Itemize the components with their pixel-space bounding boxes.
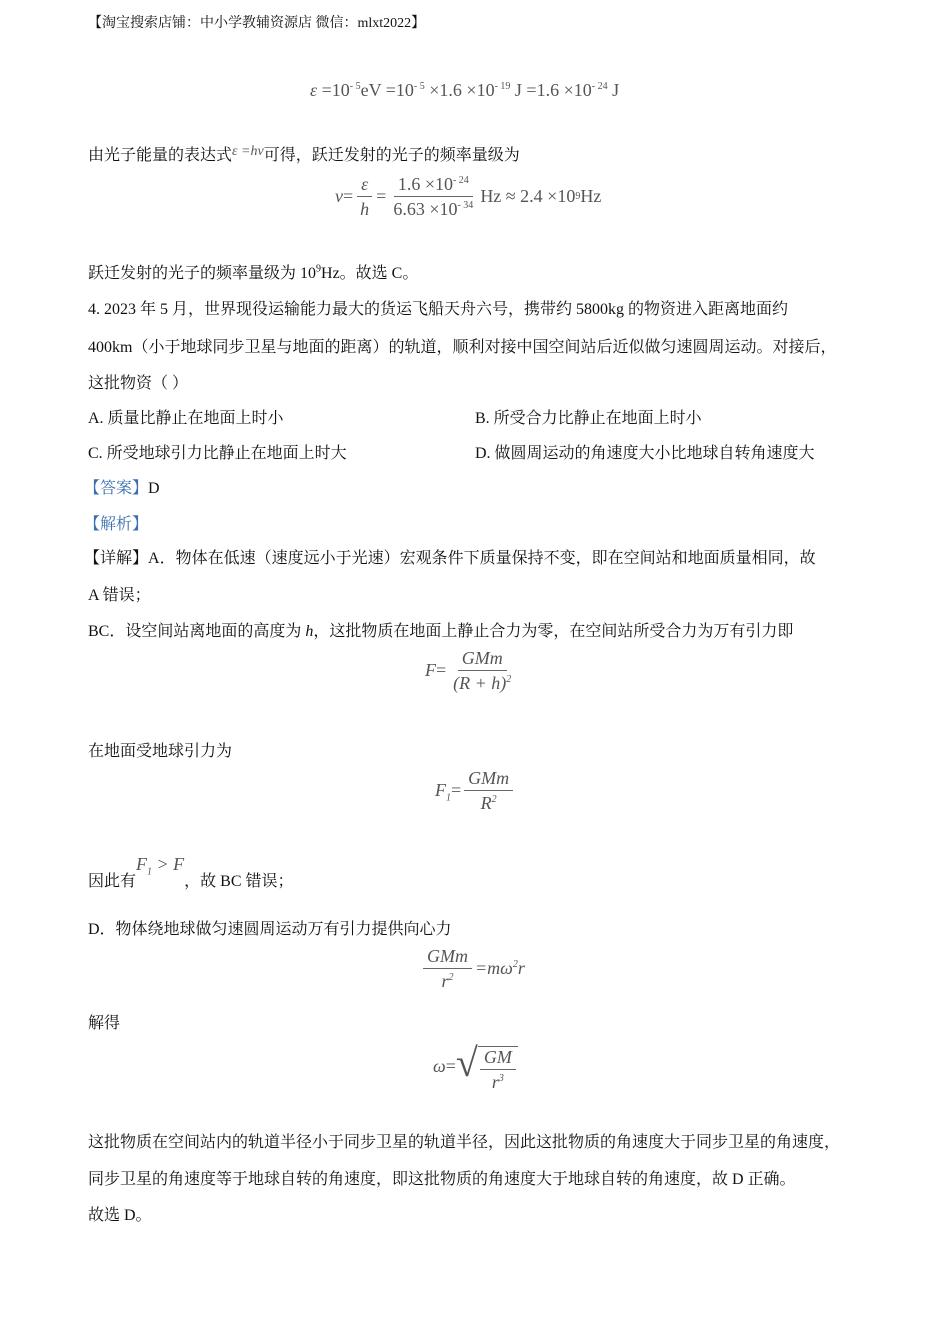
eq2-equals: =: [343, 186, 354, 206]
eq1-part5: J: [607, 80, 620, 100]
detail-line-2: A 错误；: [88, 587, 151, 604]
eq3-den-exp: 2: [506, 674, 512, 685]
equation-energy: [310, 80, 619, 101]
photon-expression-line: [88, 142, 520, 165]
eq2-equals-2: =: [376, 186, 387, 206]
photon-line-before: 由光子能量的表达式: [88, 147, 233, 164]
eq2-frac2-den: 6.63 ×10: [393, 199, 458, 219]
answer-tag: 【答案】: [84, 480, 149, 497]
eq2-frac2-num: 1.6 ×10: [397, 174, 453, 194]
eq1-part2: eV =10: [360, 80, 414, 100]
therefore-f: F: [136, 854, 148, 874]
photon-line-after: 可得，跃迁发射的光子的频率量级为: [263, 147, 520, 164]
therefore-rest: > F: [152, 854, 185, 874]
answer-value: D: [148, 480, 160, 497]
conclusion-before: 跃迁发射的光子的频率量级为 10: [88, 265, 317, 282]
ground-gravity-line: 在地面受地球引力为: [88, 743, 233, 760]
analysis-tag: 【解析】: [84, 516, 149, 533]
eq1-exp3: - 19: [494, 81, 511, 92]
eq2-frac1-den: h: [360, 199, 370, 219]
eq3-den: (R + h): [453, 673, 507, 693]
eq4-num: GMm: [464, 768, 513, 791]
final-line-2: 同步卫星的角速度等于地球自转的角速度，即这批物质的角速度大于地球自转的角速度，故 D 正确。: [88, 1171, 796, 1188]
option-d: D. 做圆周运动的角速度大小比地球自转角速度大: [475, 445, 815, 462]
eq1-part4: J =1.6 ×10: [510, 80, 592, 100]
eq1-part1: =10: [317, 80, 350, 100]
equation-frequency: ν = $\frac{\varepsilon}{h}$ = $\frac{1.6 \times 10^{- 24}}{6.63 \times 10^{- 34}}$ Hz ≈ 2.4 ×10 9 Hz: [335, 174, 602, 219]
eq5-fraction: [423, 946, 472, 991]
eq1-exp1: - 5: [349, 81, 361, 92]
option-b: B. 所受合力比静止在地面上时小: [475, 410, 702, 427]
detail-line-1: [84, 545, 816, 568]
eq5-rhs-r: r: [517, 958, 525, 978]
eq6-fraction: [480, 1047, 516, 1092]
equation-gravity-orbit: [425, 648, 518, 693]
eq5-rhs: =mω: [475, 958, 513, 978]
page-header: 【淘宝搜索店铺：中小学教辅资源店 微信：mlxt2022】: [88, 16, 426, 31]
conclusion-exp: 9: [316, 263, 322, 275]
eq1-eps: ε: [310, 80, 318, 100]
option-c: C. 所受地球引力比静止在地面上时大: [88, 445, 347, 462]
equation-omega: [433, 1040, 518, 1092]
eq2-frac2-den-exp: - 34: [457, 200, 474, 211]
therefore-line: [88, 852, 294, 890]
eq3-equals: =: [436, 660, 447, 680]
eq2-fraction-1: [356, 174, 373, 219]
eq6-num: GM: [480, 1047, 516, 1070]
sqrt-icon: √: [455, 1040, 478, 1085]
eq3-fraction: [449, 648, 515, 693]
eq6-sqrt: [456, 1040, 518, 1092]
frequency-conclusion: [88, 260, 418, 283]
equation-gravity-ground: [435, 768, 516, 813]
eq2-frac2-num-exp: - 24: [452, 175, 469, 186]
eq4-fraction: [464, 768, 513, 813]
eq5-num: GMm: [423, 946, 472, 969]
eq2-tail: Hz ≈ 2.4 ×10: [480, 186, 576, 206]
eq4-den-exp: 2: [491, 794, 497, 805]
eq2-tail-unit: Hz: [580, 186, 602, 206]
eq5-rhs-exp: 2: [512, 959, 518, 970]
eq2-fraction-2: [389, 174, 477, 219]
eq1-exp4: - 24: [591, 81, 608, 92]
detail-line-bc: [88, 618, 793, 641]
eq2-frac1-num: ε: [357, 174, 372, 197]
final-line-1: 这批物质在空间站内的轨道半径小于同步卫星的轨道半径，因此这批物质的角速度大于同步卫星的角速度，: [88, 1134, 841, 1151]
option-a: A. 质量比静止在地面上时小: [88, 410, 284, 427]
equation-centripetal: [420, 946, 525, 991]
question-4-line-1: 4. 2023 年 5 月，世界现役运输能力最大的货运飞船天舟六号，携带约 5800kg 的物资进入距离地面约: [88, 301, 789, 318]
eq6-equals: =: [445, 1055, 456, 1076]
eq1-exp2: - 5: [413, 81, 425, 92]
line-d: D．物体绕地球做匀速圆周运动万有引力提供向心力: [88, 921, 452, 938]
eq6-den-exp: 3: [498, 1073, 504, 1084]
eq2-nu: ν: [335, 186, 343, 206]
bc-after: ，这批物质在地面上静止合力为零，在空间站所受合力为万有引力即: [313, 623, 794, 640]
eq5-den: r: [441, 971, 449, 991]
detail-text-1: A．物体在低速（速度远小于光速）宏观条件下质量保持不变，即在空间站和地面质量相同，故: [148, 550, 816, 567]
eq4-lhs-sub: 1: [446, 792, 451, 804]
eq3-lhs: F: [425, 660, 436, 680]
bc-before: BC．设空间站离地面的高度为: [88, 623, 306, 640]
photon-formula: ε =hν: [232, 144, 264, 159]
answer-line: [84, 475, 160, 498]
detail-tag: 【详解】: [84, 550, 149, 567]
therefore-before: 因此有: [88, 873, 137, 890]
question-4-line-2: 400km（小于地球同步卫星与地面的距离）的轨道，顺利对接中国空间站后近似做匀速圆周运动。对接后，: [88, 339, 837, 356]
question-4-line-3: 这批物资（ ）: [88, 375, 189, 392]
eq4-lhs: F: [435, 780, 446, 800]
eq3-num: GMm: [458, 648, 507, 671]
eq1-part3: ×1.6 ×10: [424, 80, 495, 100]
therefore-after: ，故 BC 错误；: [184, 873, 294, 890]
eq6-lhs: ω: [433, 1055, 446, 1076]
therefore-sub: 1: [147, 866, 153, 878]
conclusion-after: Hz。故选 C。: [321, 265, 419, 282]
solve-line: 解得: [88, 1015, 121, 1032]
final-line-3: 故选 D。: [88, 1207, 152, 1224]
eq5-den-exp: 2: [448, 972, 454, 983]
eq4-equals: =: [451, 780, 462, 800]
eq4-den: R: [480, 793, 492, 813]
eq6-den: r: [491, 1072, 499, 1092]
bc-h: h: [305, 623, 314, 640]
